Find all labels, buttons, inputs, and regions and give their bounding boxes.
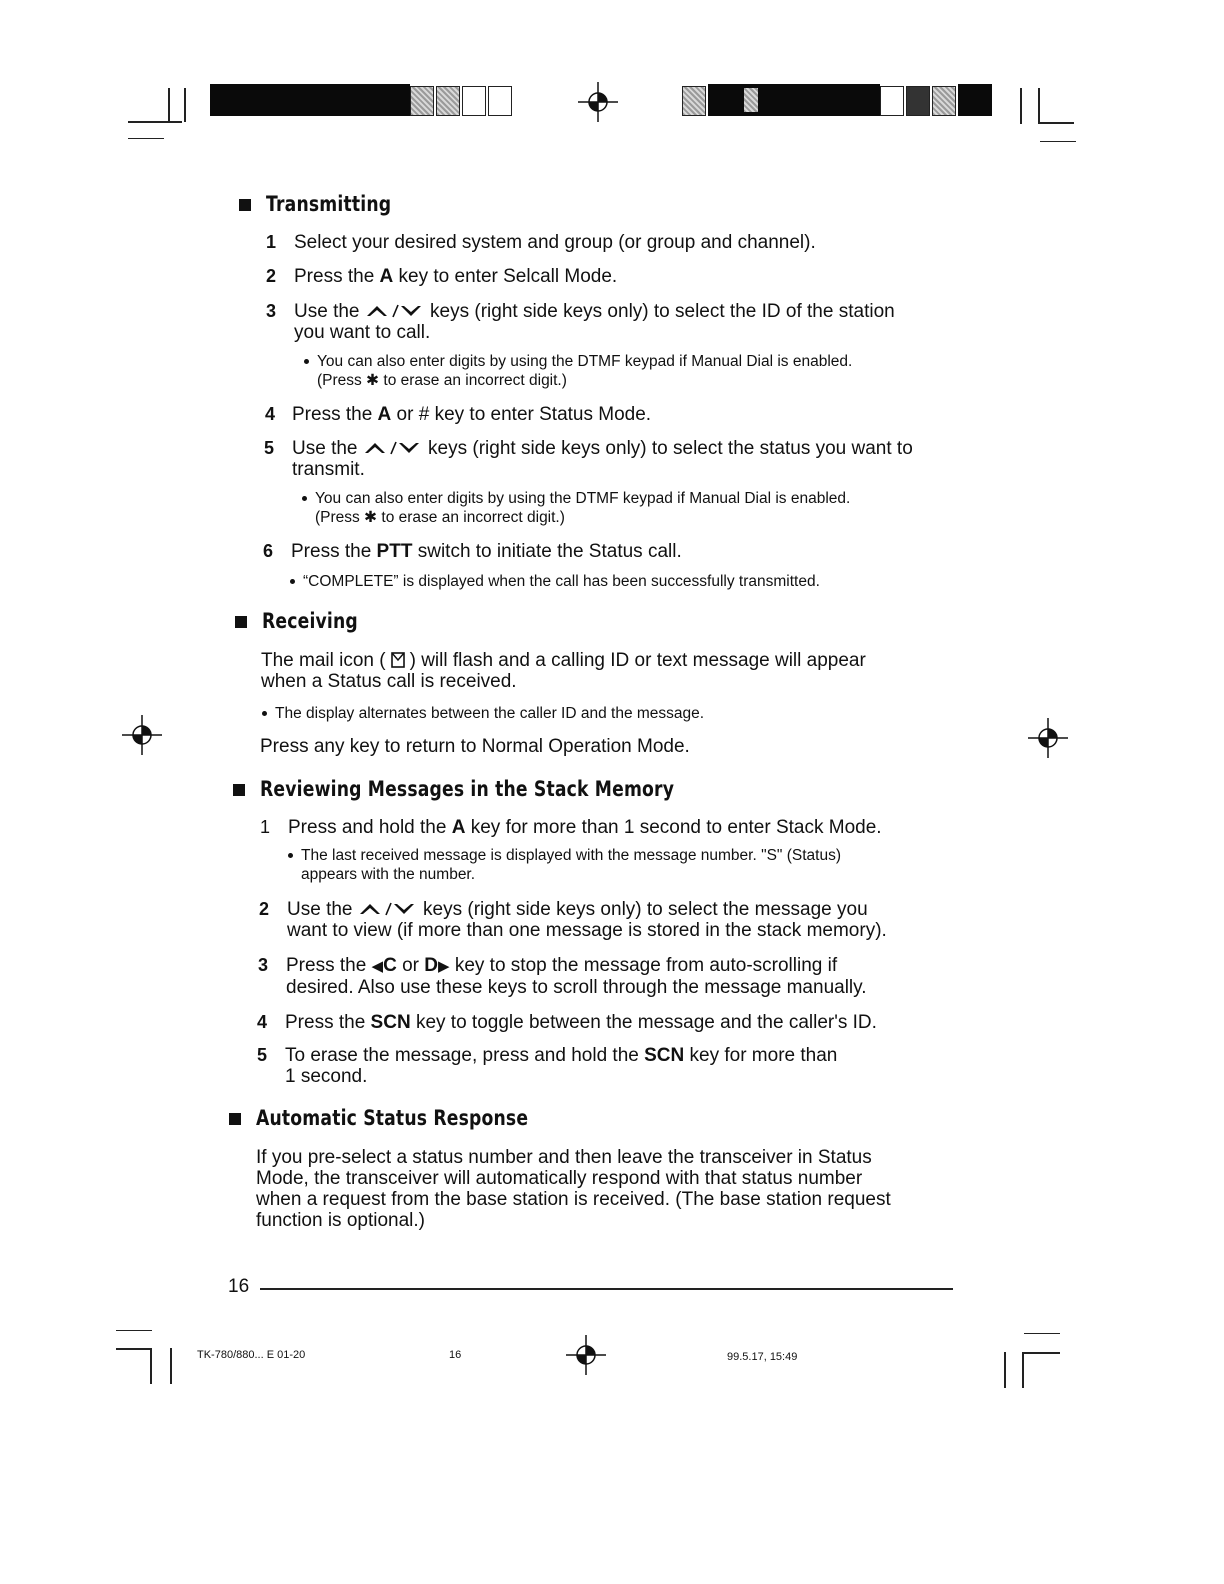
step-text: Select your desired system and group (or group and channel). [294, 232, 816, 253]
page-number: 16 [228, 1276, 250, 1297]
note-bullet: The display alternates between the caller ID and the message. [262, 704, 704, 723]
step-text: Press and hold the A key for more than 1 second to enter Stack Mode. [288, 817, 882, 838]
automatic-paragraph: If you pre-select a status number and then leave the transceiver in Status Mode, the transceiver will automatically respond with that status number when a request from the base station is received. (The base station request function is optional.) [256, 1147, 891, 1231]
step-number: 3 [258, 955, 269, 975]
footer-file-name: TK-780/880... E 01-20 [197, 1349, 306, 1361]
bullet-dot [262, 711, 267, 716]
step-number: 2 [259, 899, 270, 919]
note-bullet: You can also enter digits by using the DTMF keypad if Manual Dial is enabled. (Press ✱ to erase an incorrect digit.) [302, 489, 850, 527]
step-text: Press the A key to enter Selcall Mode. [294, 266, 618, 287]
receiving-paragraph: The mail icon ( ) will flash and a calling ID or text message will appear when a Status call is received. [261, 650, 866, 692]
key-label: C [383, 955, 397, 976]
step-number: 5 [257, 1045, 268, 1065]
registration-mark-left [122, 715, 162, 755]
registration-mark-right [1028, 718, 1068, 758]
bullet-dot [304, 359, 309, 364]
receiving-return-text: Press any key to return to Normal Operation Mode. [260, 736, 690, 757]
heading-automatic-status-response: Automatic Status Response [256, 1106, 529, 1130]
footer-page: 16 [449, 1349, 462, 1361]
step-number: 4 [257, 1012, 268, 1032]
key-label: PTT [376, 541, 413, 562]
step-text: Use the keys (right side keys only) to select the status you want to transmit. [292, 438, 913, 480]
step-text: Use the keys (right side keys only) to select the ID of the station you want to call. [294, 301, 895, 343]
up-down-arrow-icon [363, 440, 423, 456]
section-bullet [229, 1113, 241, 1125]
heading-receiving: Receiving [262, 609, 358, 633]
left-triangle-icon: ◀ [371, 958, 384, 975]
step-number: 3 [266, 301, 277, 321]
section-bullet [233, 784, 245, 796]
key-label: A [377, 404, 392, 425]
step-number: 2 [266, 266, 277, 286]
note-bullet: The last received message is displayed with the message number. "S" (Status) appears with the number. [288, 846, 841, 884]
up-down-arrow-icon [365, 303, 425, 319]
step-number: 1 [266, 232, 277, 252]
note-bullet: “COMPLETE” is displayed when the call has been successfully transmitted. [290, 572, 820, 591]
step-number: 1 [260, 817, 271, 837]
step-number: 4 [265, 404, 276, 424]
key-label: SCN [644, 1045, 685, 1066]
key-label: D [424, 955, 439, 976]
footer-rule [260, 1288, 953, 1290]
bullet-dot [290, 579, 295, 584]
step-text: Press the A or # key to enter Status Mode. [292, 404, 652, 425]
up-down-arrow-icon [358, 901, 418, 917]
footer-timestamp: 99.5.17, 15:49 [727, 1351, 798, 1363]
key-label: A [379, 266, 394, 287]
note-bullet: You can also enter digits by using the DTMF keypad if Manual Dial is enabled. (Press ✱ to erase an incorrect digit.) [304, 352, 852, 390]
right-triangle-icon: ▶ [438, 958, 450, 975]
heading-transmitting: Transmitting [266, 192, 392, 216]
section-bullet [239, 199, 251, 211]
asterisk-icon: ✱ [364, 509, 378, 526]
heading-reviewing: Reviewing Messages in the Stack Memory [260, 777, 675, 801]
step-number: 5 [264, 438, 275, 458]
registration-mark-bottom [566, 1335, 606, 1375]
step-text: Press the PTT switch to initiate the Status call. [291, 541, 682, 562]
section-bullet [235, 616, 247, 628]
key-label: A [451, 817, 466, 838]
bullet-dot [302, 496, 307, 501]
registration-mark-top [578, 82, 618, 122]
step-text: Use the keys (right side keys only) to select the message you want to view (if more than one message is stored in the stack memory). [287, 899, 887, 941]
step-text: Press the SCN key to toggle between the message and the caller's ID. [285, 1012, 877, 1033]
step-number: 6 [263, 541, 274, 561]
mail-icon [388, 651, 408, 669]
key-label: SCN [370, 1012, 411, 1033]
step-text: Press the ◀C or D▶ key to stop the message from auto-scrolling if desired. Also use these keys to scroll through the message manually. [286, 955, 867, 998]
bullet-dot [288, 853, 293, 858]
asterisk-icon: ✱ [366, 372, 380, 389]
step-text: To erase the message, press and hold the SCN key for more than 1 second. [285, 1045, 838, 1087]
